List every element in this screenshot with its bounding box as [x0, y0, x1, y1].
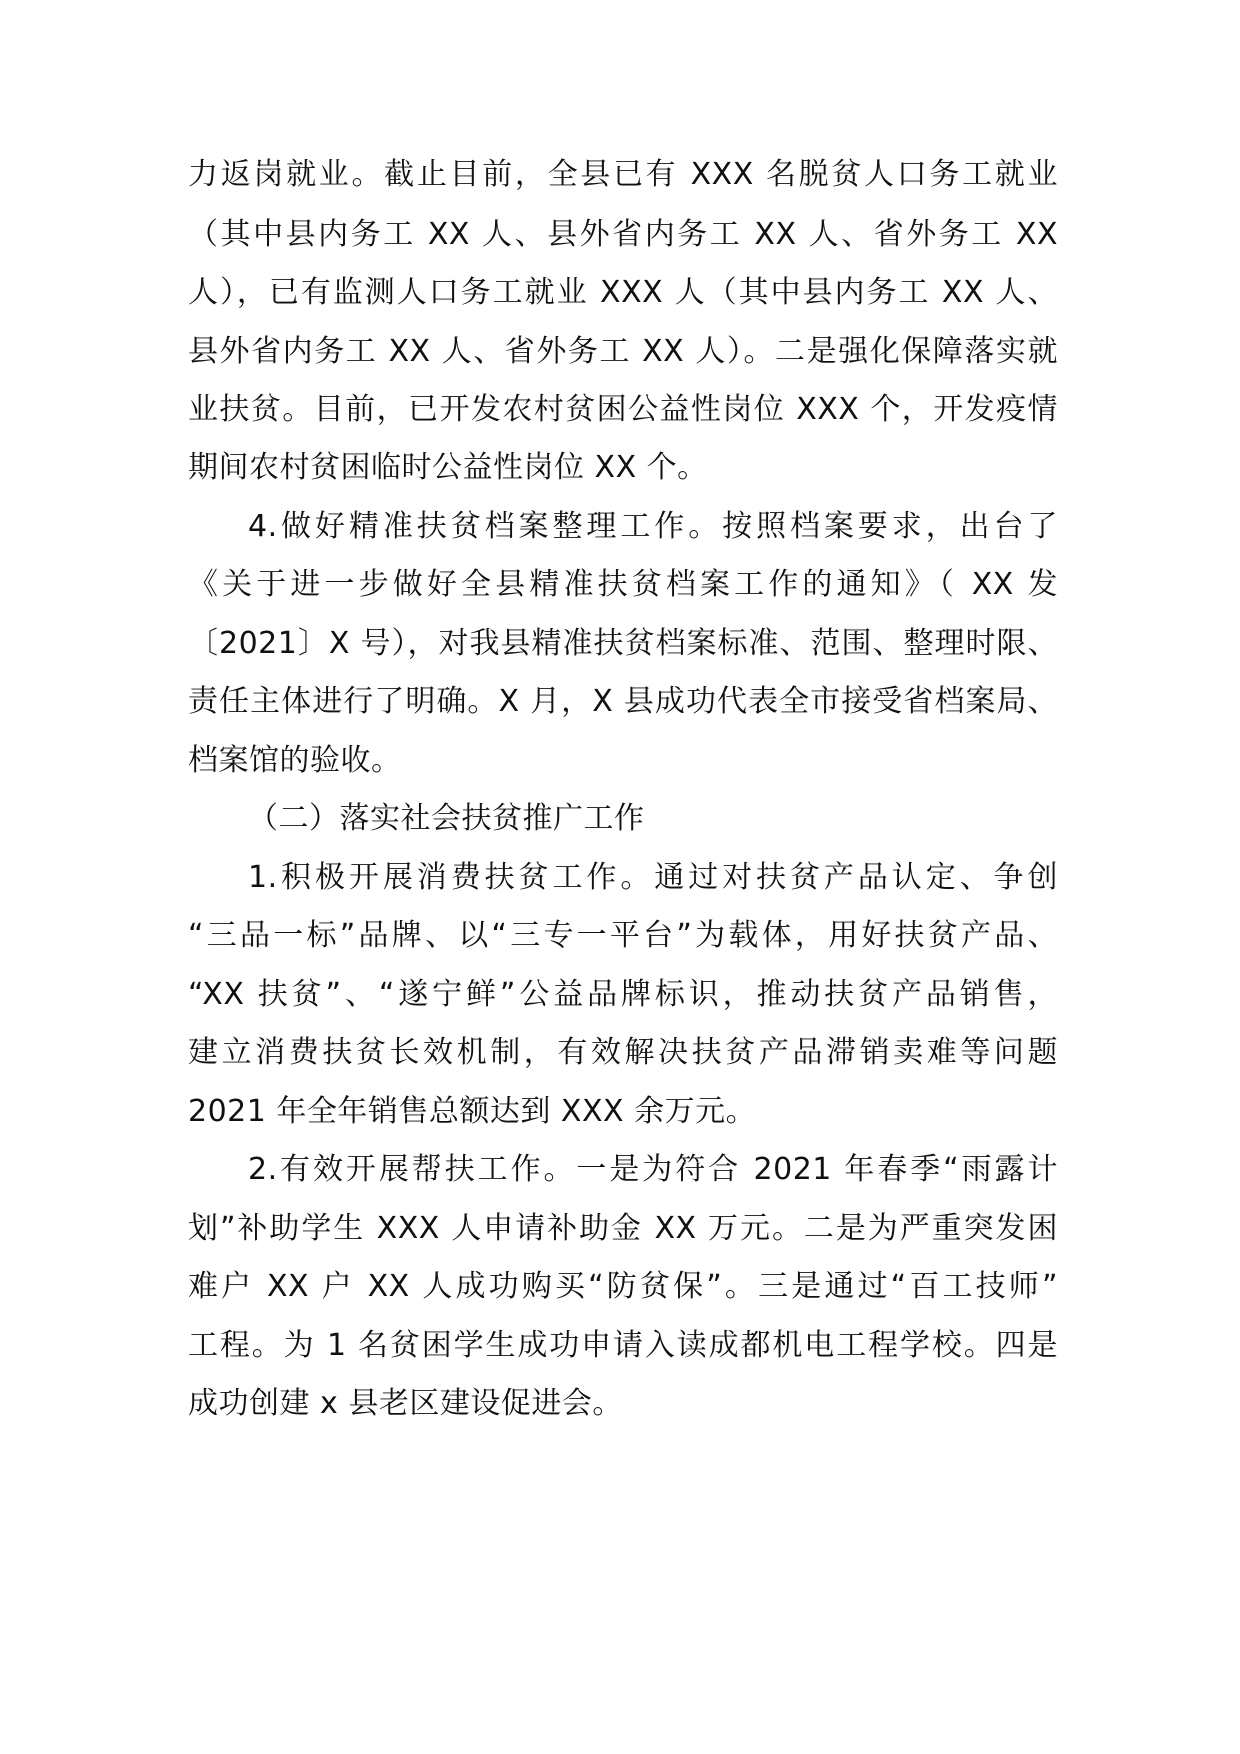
text-line: 《关于进一步做好全县精准扶贫档案工作的通知》（ XX 发 [188, 567, 1058, 602]
text-line: 2.有效开展帮扶工作。一是为符合 2021 年春季“雨露计 [248, 1152, 1058, 1187]
text-line: 县外省内务工 XX 人、省外务工 XX 人）。二是强化保障落实就 [188, 334, 1058, 369]
section-heading: （二）落实社会扶贫推广工作 [248, 801, 645, 836]
text-line: 划”补助学生 XXX 人申请补助金 XX 万元。二是为严重突发困 [188, 1211, 1058, 1246]
text-line: “三品一标”品牌、以“三专一平台”为载体，用好扶贫产品、 [188, 918, 1058, 953]
text-line: 4.做好精准扶贫档案整理工作。按照档案要求，出台了 [248, 509, 1058, 544]
text-line: （其中县内务工 XX 人、县外省内务工 XX 人、省外务工 XX [188, 217, 1058, 252]
text-line: 责任主体进行了明确。X 月，X 县成功代表全市接受省档案局、 [188, 684, 1058, 719]
text-line: 力返岗就业。截止目前，全县已有 XXX 名脱贫人口务工就业 [188, 157, 1058, 192]
text-line: 档案馆的验收。 [188, 743, 402, 778]
text-line: 难户 XX 户 XX 人成功购买“防贫保”。三是通过“百工技师” [188, 1269, 1058, 1304]
text-line: 〔2021〕X 号），对我县精准扶贫档案标准、范围、整理时限、 [188, 626, 1058, 661]
text-line: 业扶贫。目前，已开发农村贫困公益性岗位 XXX 个，开发疫情 [188, 392, 1058, 427]
text-line: 1.积极开展消费扶贫工作。通过对扶贫产品认定、争创 [248, 860, 1058, 895]
text-line: 工程。为 1 名贫困学生成功申请入读成都机电工程学校。四是 [188, 1328, 1058, 1363]
text-line: 建立消费扶贫长效机制，有效解决扶贫产品滞销卖难等问题 [188, 1035, 1058, 1070]
text-line: 期间农村贫困临时公益性岗位 XX 个。 [188, 450, 708, 485]
text-line: 人），已有监测人口务工就业 XXX 人（其中县内务工 XX 人、 [188, 275, 1058, 310]
text-line: “XX 扶贫”、“遂宁鲜”公益品牌标识，推动扶贫产品销售， [188, 977, 1058, 1012]
text-line: 成功创建 x 县老区建设促进会。 [188, 1386, 623, 1421]
text-line: 2021 年全年销售总额达到 XXX 余万元。 [188, 1094, 757, 1129]
